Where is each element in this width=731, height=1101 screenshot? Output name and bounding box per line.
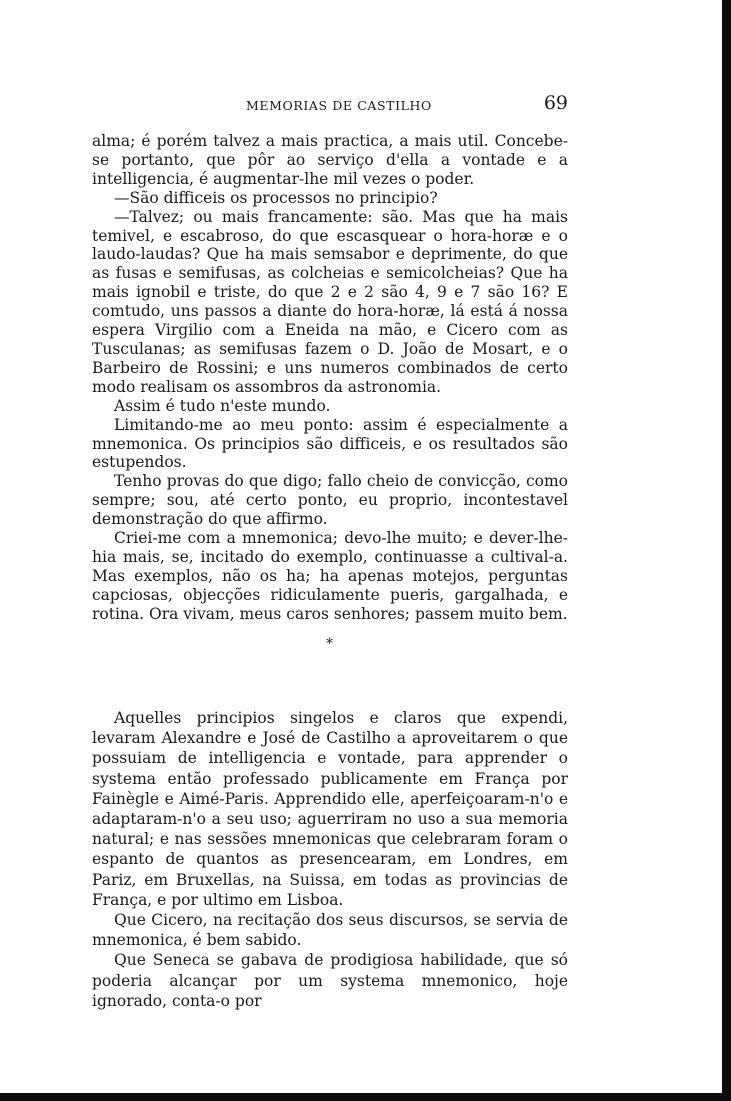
page-header bbox=[92, 92, 568, 122]
running-title: MEMORIAS DE CASTILHO bbox=[246, 98, 432, 113]
section-2 bbox=[92, 708, 568, 1011]
section-1 bbox=[92, 132, 568, 624]
scan-edge-bottom bbox=[0, 1093, 731, 1101]
paragraph: Criei-me com a mnemonica; devo-lhe muito; e dever-lhe-hia mais, se, incitado do exemplo, continuasse a cultival-a. Mas exemplos, não os ha; ha apenas motejos, perguntas capciosas, objecções ridiculamente pueris, gargalhada, e rotina. Ora vivam, meus caros senhores; passem muito bem. bbox=[92, 529, 568, 623]
paragraph: Que Seneca se gabava de prodigiosa habilidade, que só poderia alcançar por um systema mnemonico, hoje ignorado, conta-o por bbox=[92, 951, 568, 1010]
paragraph: —São difficeis os processos no principio? bbox=[114, 188, 438, 207]
paragraph: alma; é porém talvez a mais practica, a mais util. Concebe-se portanto, que pôr ao serviço d'ella a vontade e a intelligencia, é augmentar-lhe mil vezes o poder. bbox=[92, 132, 568, 188]
book-page bbox=[92, 92, 568, 1010]
paragraph: Tenho provas do que digo; fallo cheio de convicção, como sempre; sou, até certo ponto, eu proprio, incontestavel demonstração do que affirmo. bbox=[92, 472, 568, 529]
page-number: 69 bbox=[543, 92, 568, 114]
paragraph: Limitando-me ao meu ponto: assim é especialmente a mnemonica. Os principios são difficeis, e os resultados são estupendos. bbox=[92, 415, 568, 472]
section-separator: * bbox=[326, 636, 333, 652]
paragraph: Que Cicero, na recitação dos seus discursos, se servia de mnemonica, é bem sabido. bbox=[92, 911, 568, 950]
paragraph: Assim é tudo n'este mundo. bbox=[114, 396, 331, 415]
paragraph: —Talvez; ou mais francamente: são. Mas que ha mais temivel, e escabroso, do que escasquear o hora-horæ e o laudo-laudas? Que ha mais semsabor e deprimente, do que as fusas e semifusas, as colcheias e semicolcheias? Que ha mais ignobil e triste, do que 2 e 2 são 4, 9 e 7 são 16? E comtudo, uns passos a diante do hora-horæ, lá está á nossa espera Virgilio com a Eneida na mão, e Cicero com as Tusculanas; as semifusas fazem o D. João de Mosart, e o Barbeiro de Rossini; e uns numeros combinados de certo modo realisam os assombros da astronomia. bbox=[92, 207, 568, 396]
paragraph: Aquelles principios singelos e claros que expendi, levaram Alexandre e José de Castilho a aproveitarem o que possuiam de intelligencia e vontade, para apprender o systema então professado publicamente em França por Fainègle e Aimé-Paris. Apprendido elle, aperfeiçoaram-n'o e adaptaram-n'o a seu uso; aguerriram no uso a sua memoria natural; e nas sessões mnemonicas que celebraram foram o espanto de quantos as presencearam, em Londres, em Pariz, em Bruxellas, na Suissa, em todas as provincias de França, e por ultimo em Lisboa. bbox=[92, 709, 568, 909]
scan-edge-right bbox=[722, 0, 731, 1101]
